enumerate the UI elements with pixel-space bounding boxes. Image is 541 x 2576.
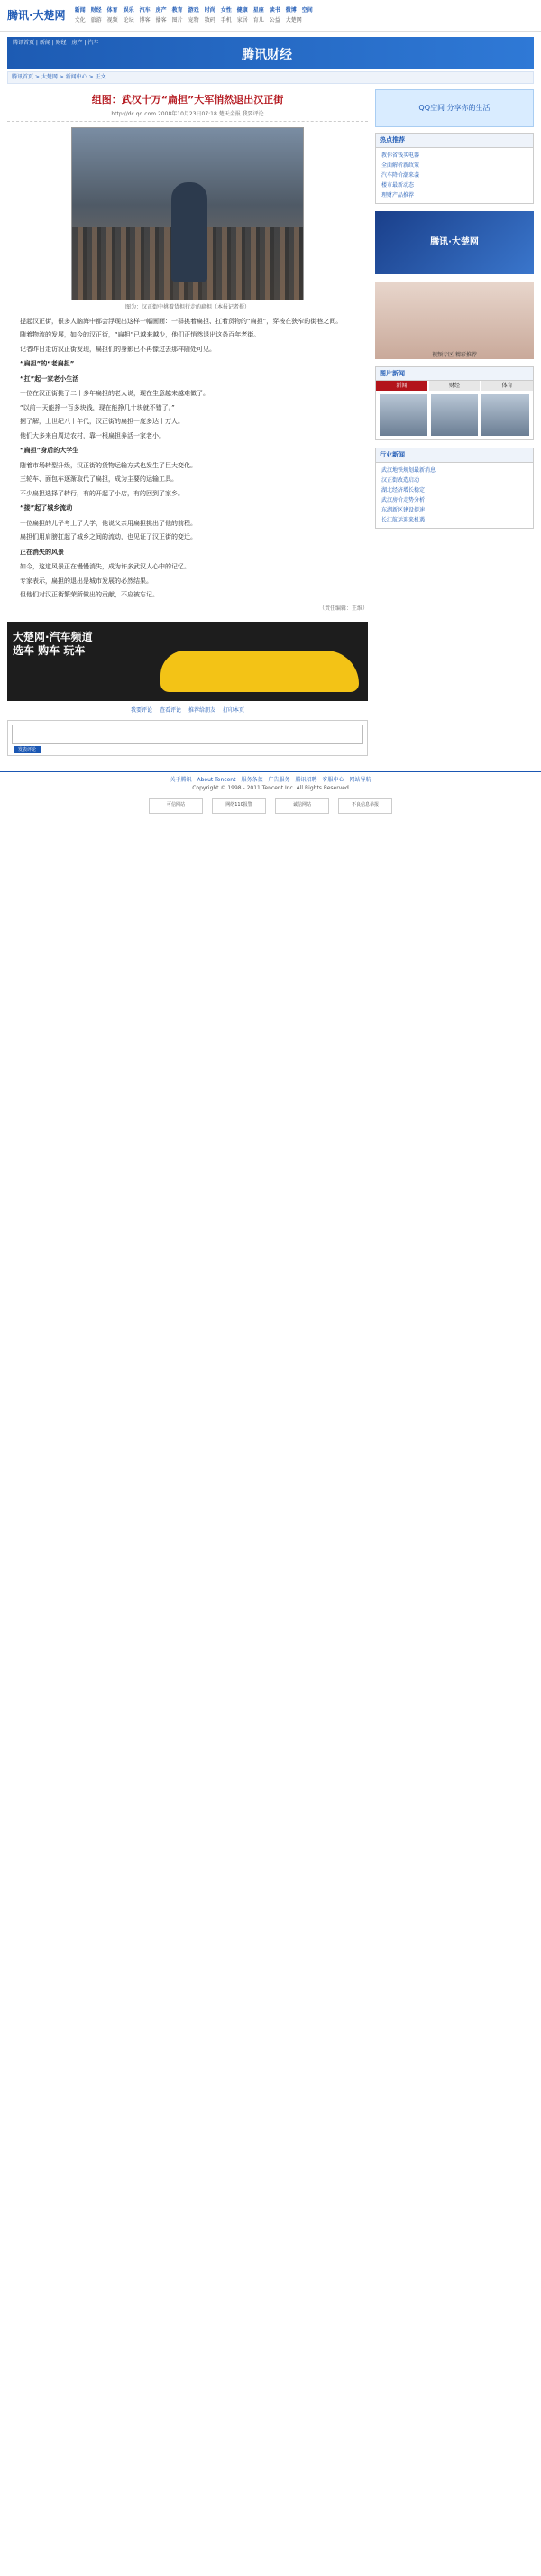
nav-link[interactable]: 游戏 xyxy=(188,7,199,14)
content-wrap xyxy=(7,89,534,760)
footer-link[interactable]: 关于腾讯 xyxy=(170,776,192,783)
trust-badges xyxy=(0,798,541,814)
photo-tabs xyxy=(376,381,533,391)
sidebar-link[interactable]: 武汉地铁规划最新消息 xyxy=(381,466,436,474)
hot-recommend-box xyxy=(375,133,534,204)
comment-link[interactable]: 推荐给朋友 xyxy=(188,706,216,714)
sidebar-link[interactable]: 楼市最新动态 xyxy=(381,181,415,189)
nav-link[interactable]: 文化 xyxy=(74,17,86,23)
article-paragraph: 三轮车、面包车逐渐取代了扁担，成为主要的运输工具。 xyxy=(20,475,178,483)
article-subhead: 正在消失的风景 xyxy=(20,548,64,556)
sidebar-link[interactable]: 理财产品推荐 xyxy=(381,191,415,199)
nav-link[interactable]: 大楚网 xyxy=(285,17,302,23)
nav-link[interactable]: 手机 xyxy=(220,17,232,23)
article-paragraph: 随着市场转型升级，汉正街的货物运输方式也发生了巨大变化。 xyxy=(20,461,197,469)
industry-news-box xyxy=(375,448,534,529)
article-paragraph: 据了解，上世纪八十年代，汉正街的扁担一度多达十万人。 xyxy=(20,418,184,425)
comment-link[interactable]: 查看评论 xyxy=(159,706,181,714)
article-paragraph: 如今，这道风景正在慢慢消失，成为许多武汉人心中的记忆。 xyxy=(20,563,190,570)
thumbnail[interactable] xyxy=(380,394,427,436)
photo-news-box xyxy=(375,366,534,441)
nav-link[interactable]: 数码 xyxy=(204,17,215,23)
article-body xyxy=(7,317,368,600)
site-logo[interactable]: 腾讯·大楚网 xyxy=(7,9,66,22)
footer-link[interactable]: 服务条款 xyxy=(241,776,263,783)
breadcrumb[interactable]: 腾讯首页 > 大楚网 > 新闻中心 > 正文 xyxy=(7,71,534,84)
footer-links xyxy=(0,776,541,784)
footer-link[interactable]: About Tencent xyxy=(197,776,236,783)
article-paragraph: 提起汉正街，很多人脑海中都会浮现出这样一幅画面：一群挑着扁担、扛着货物的“扁担”，穿梭在狭窄的街巷之间。 xyxy=(20,317,343,325)
nav-link[interactable]: 娱乐 xyxy=(123,7,134,14)
banner-links: 腾讯首页 | 新闻 | 财经 | 房产 | 汽车 xyxy=(13,40,99,46)
box-title: 行业新闻 xyxy=(376,448,533,463)
nav-link[interactable]: 博客 xyxy=(139,17,151,23)
submit-comment-button[interactable]: 发表评论 xyxy=(14,746,41,753)
sidebar-link[interactable]: 武汉房价走势分析 xyxy=(381,496,426,503)
article-main xyxy=(7,89,368,760)
nav-links xyxy=(75,6,534,24)
box-list xyxy=(376,148,533,203)
article-subhead: “扁担”的“老扁担” xyxy=(20,360,75,367)
nav-link[interactable]: 视频 xyxy=(106,17,118,23)
article-paragraph: 专家表示，扁担的退出是城市发展的必然结果。 xyxy=(20,577,152,585)
thumb-row xyxy=(376,391,533,439)
copyright: Copyright © 1998 - 2011 Tencent Inc. All Rights Reserved xyxy=(192,784,349,791)
nav-primary-row xyxy=(75,6,534,14)
footer-link[interactable]: 腾讯招聘 xyxy=(295,776,317,783)
nav-secondary-row xyxy=(75,16,534,24)
car-channel-ad[interactable] xyxy=(7,622,368,701)
article-paragraph: 随着物流的发展，如今的汉正街，“扁担”已越来越少，他们正悄然退出这条百年老街。 xyxy=(20,331,261,338)
nav-link[interactable]: 健康 xyxy=(236,7,248,14)
article-paragraph: 不少扁担选择了转行，有的开起了小店，有的回到了家乡。 xyxy=(20,489,184,497)
car-ad-text xyxy=(13,631,93,659)
article-paragraph: “以前一天能挣一百多块钱，现在能挣几十块就不错了。” xyxy=(20,403,175,411)
porter-shape xyxy=(171,182,207,282)
article-paragraph: 他们大多来自周边农村，靠一根扁担养活一家老小。 xyxy=(20,431,165,439)
footer xyxy=(0,771,541,814)
car-ad-line1: 大楚网·汽车频道 xyxy=(13,630,93,643)
article-subhead: “接”起了城乡流动 xyxy=(20,504,73,512)
editor-credit: （责任编辑：王维） xyxy=(318,605,368,612)
article-title: 组图：武汉十万“扁担”大军悄然退出汉正街 xyxy=(91,94,284,106)
trust-badge[interactable]: 不良信息举报 xyxy=(338,798,392,814)
nav-link[interactable]: 空间 xyxy=(301,7,313,14)
thumbnail[interactable] xyxy=(481,394,529,436)
nav-link[interactable]: 论坛 xyxy=(123,17,134,23)
sidebar-link[interactable]: 教你省钱买电器 xyxy=(381,152,420,159)
nav-link[interactable]: 微博 xyxy=(285,7,297,14)
channel-banner xyxy=(7,37,534,69)
nav-link[interactable]: 读书 xyxy=(269,7,280,14)
nav-link[interactable]: 播客 xyxy=(155,17,167,23)
video-promo[interactable] xyxy=(375,282,534,359)
footer-link[interactable]: 广告服务 xyxy=(268,776,290,783)
comment-link[interactable]: 打印本页 xyxy=(223,706,245,714)
video-promo-caption: 视频专区 精彩推荐 xyxy=(432,351,477,358)
sidebar-link[interactable]: 汽车降价潮来袭 xyxy=(381,171,420,179)
nav-link[interactable]: 家居 xyxy=(236,17,248,23)
article-paragraph: 但他们对汉正街繁荣所做出的贡献，不应被忘记。 xyxy=(20,591,159,598)
nav-link[interactable]: 体育 xyxy=(106,7,118,14)
tab[interactable]: 新闻 xyxy=(376,381,427,391)
article-meta: http://dc.qq.com 2008年10月23日07:18 楚天金报 我要评论 xyxy=(7,110,368,122)
article-subhead: “扁担”身后的大学生 xyxy=(20,447,79,454)
nav-link[interactable]: 公益 xyxy=(269,17,280,23)
nav-link[interactable]: 新闻 xyxy=(74,7,86,14)
box-list xyxy=(376,463,533,528)
article-paragraph: 一位在汉正街挑了二十多年扁担的老人说，现在生意越来越难做了。 xyxy=(20,390,209,397)
sidebar-ad[interactable]: 腾讯·大楚网 xyxy=(375,211,534,274)
footer-link[interactable]: 客服中心 xyxy=(322,776,344,783)
nav-link[interactable]: 女性 xyxy=(220,7,232,14)
top-navigation xyxy=(0,0,541,32)
nav-link[interactable]: 财经 xyxy=(90,7,102,14)
car-shape xyxy=(160,651,359,692)
nav-link[interactable]: 星座 xyxy=(252,7,264,14)
car-ad-line2: 选车 购车 玩车 xyxy=(13,644,86,658)
nav-link[interactable]: 汽车 xyxy=(139,7,151,14)
article-subhead: “扛”起一家老小生活 xyxy=(20,374,79,383)
sidebar-link[interactable]: 汉正街改造启动 xyxy=(381,476,420,484)
article-paragraph: 记者昨日走访汉正街发现，扁担们的身影已不再像过去那样随处可见。 xyxy=(20,345,215,353)
nav-link[interactable]: 宠物 xyxy=(188,17,199,23)
sidebar-link[interactable]: 东湖新区建设提速 xyxy=(381,506,426,513)
trust-badge[interactable]: 网络110报警 xyxy=(212,798,266,814)
footer-link[interactable]: 网站导航 xyxy=(349,776,371,783)
channel-brand[interactable]: 腾讯财经 xyxy=(242,48,292,62)
nav-link[interactable]: 旅游 xyxy=(90,17,102,23)
article-photo xyxy=(71,127,304,300)
article-paragraph: 扁担们用肩膀扛起了城乡之间的流动，也见证了汉正街的变迁。 xyxy=(20,533,197,540)
article-paragraph: 一位扁担的儿子考上了大学，他说父亲用扁担挑出了他的前程。 xyxy=(20,519,197,527)
sidebar-link[interactable]: 全面解析新政策 xyxy=(381,162,420,169)
box-title: 热点推荐 xyxy=(376,134,533,148)
trust-badge[interactable]: 可信网站 xyxy=(149,798,203,814)
comment-links xyxy=(7,706,368,715)
nav-link[interactable]: 育儿 xyxy=(252,17,264,23)
nav-link[interactable]: 时尚 xyxy=(204,7,215,14)
nav-link[interactable]: 图片 xyxy=(171,17,183,23)
tab[interactable]: 体育 xyxy=(481,381,533,391)
box-title: 图片新闻 xyxy=(376,367,533,382)
comment-input[interactable] xyxy=(12,725,363,744)
comment-link[interactable]: 我要评论 xyxy=(130,706,152,714)
nav-link[interactable]: 房产 xyxy=(155,7,167,14)
sidebar xyxy=(375,89,534,760)
tab[interactable]: 财经 xyxy=(429,381,481,391)
sidebar-link[interactable]: 长江航运迎来机遇 xyxy=(381,516,426,523)
photo-caption: 图为：汉正街中挑着货担行走的扁担（本报记者摄） xyxy=(124,303,250,310)
sidebar-link[interactable]: 湖北经济增长稳定 xyxy=(381,486,426,494)
qq-space-ad[interactable]: QQ空间 分享你的生活 xyxy=(375,89,534,127)
thumbnail[interactable] xyxy=(431,394,479,436)
nav-link[interactable]: 教育 xyxy=(171,7,183,14)
comment-box xyxy=(7,720,368,756)
trust-badge[interactable]: 诚信网站 xyxy=(275,798,329,814)
